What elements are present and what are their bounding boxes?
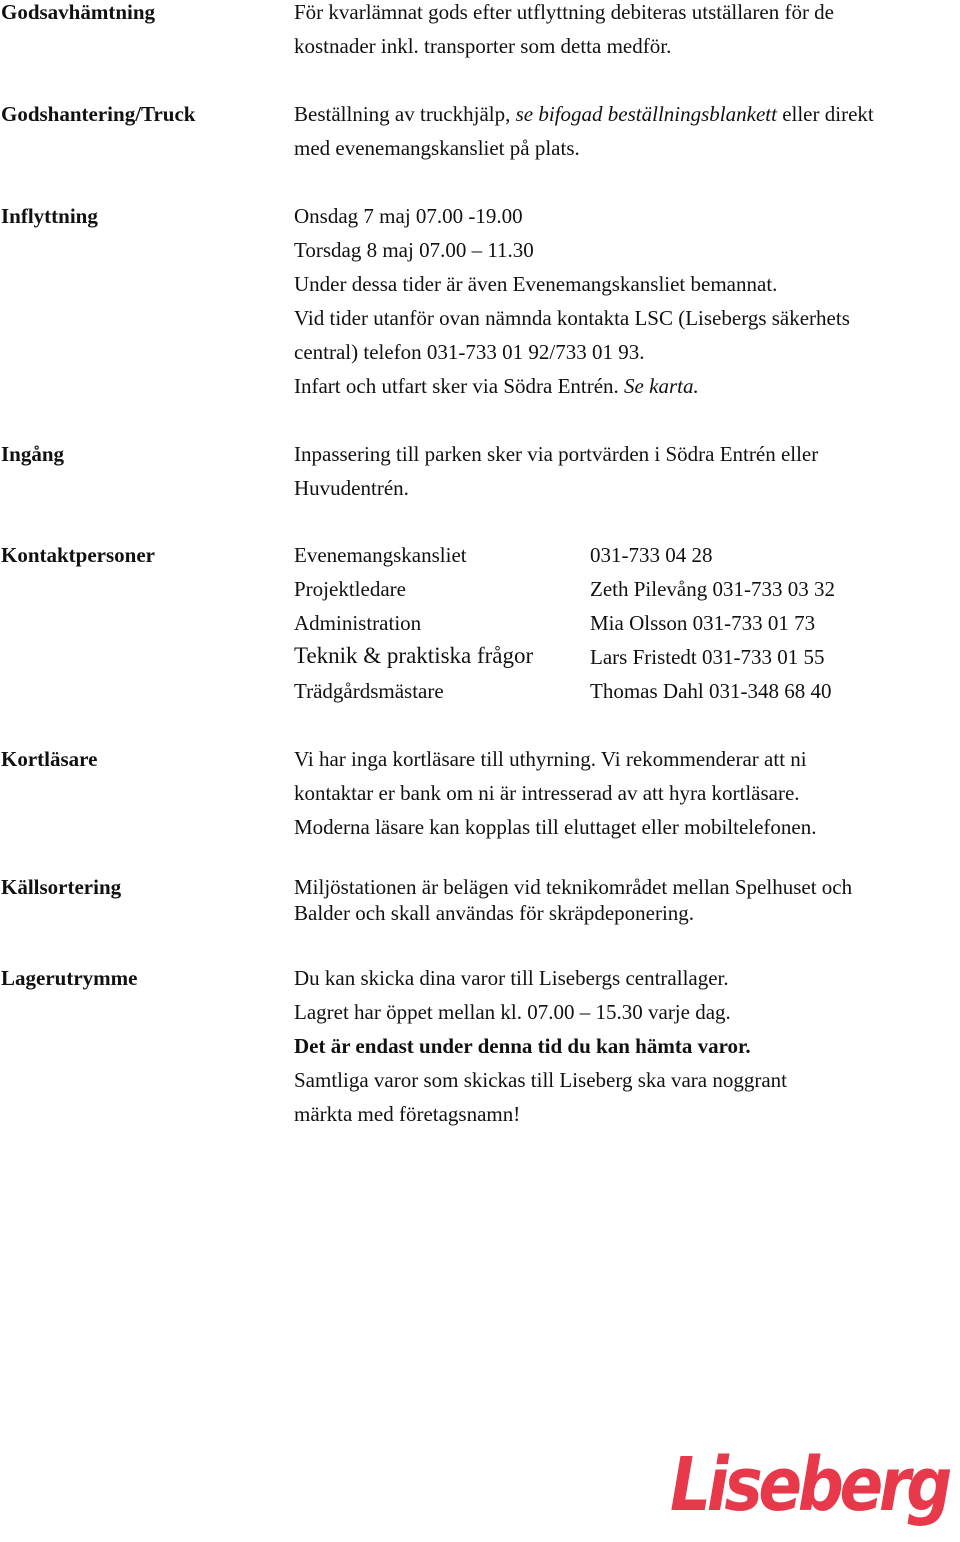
section-content: [294, 102, 944, 170]
section-label: Ingång: [1, 442, 65, 466]
section-label: Kortläsare: [1, 747, 98, 771]
contact-row: [294, 611, 944, 645]
contact-details: Mia Olsson 031-733 01 73: [590, 611, 816, 635]
text-line: märkta med företagsnamn!: [294, 1102, 521, 1126]
text-line: För kvarlämnat gods efter utflyttning debiteras utställaren för de: [294, 0, 835, 24]
contact-details: Lars Fristedt 031-733 01 55: [590, 645, 825, 669]
text-part: eller direkt: [776, 102, 874, 126]
text-line: Huvudentrén.: [294, 476, 409, 500]
section-content: [294, 747, 944, 849]
text-line: Torsdag 8 maj 07.00 – 11.30: [294, 238, 534, 262]
text-line: kontaktar er bank om ni är intresserad av att hyra kortläsare.: [294, 781, 800, 805]
contact-details: 031-733 04 28: [590, 543, 713, 567]
text-line: Samtliga varor som skickas till Liseberg ska vara noggrant: [294, 1068, 787, 1092]
contact-role: Trädgårdsmästare: [294, 679, 444, 703]
logo-wordmark: Liseberg: [670, 1442, 951, 1528]
text-line: Under dessa tider är även Evenemangskansliet bemannat.: [294, 272, 778, 296]
contact-row: [294, 645, 944, 679]
pickup-notice: Det är endast under denna tid du kan hämta varor.: [294, 1034, 751, 1058]
contact-row: [294, 679, 944, 713]
text-part: Beställning av truckhjälp,: [294, 102, 516, 126]
text-line: [294, 374, 944, 408]
section-label: Kontaktpersoner: [1, 543, 155, 567]
text-line: Vid tider utanför ovan nämnda kontakta LSC (Lisebergs säkerhets: [294, 306, 850, 330]
order-form-reference: se bifogad beställningsblankett: [515, 102, 777, 126]
text-line: med evenemangskansliet på plats.: [294, 136, 580, 160]
contact-row: [294, 577, 944, 611]
text-line: Lagret har öppet mellan kl. 07.00 – 15.30 varje dag.: [294, 1000, 731, 1024]
liseberg-logo: [664, 1440, 956, 1536]
map-reference: Se karta.: [624, 374, 699, 398]
section-label: Lagerutrymme: [1, 966, 138, 990]
contact-list: [294, 543, 944, 713]
text-line: Onsdag 7 maj 07.00 -19.00: [294, 204, 523, 228]
text-line: Miljöstationen är belägen vid teknikområdet mellan Spelhuset och: [294, 875, 853, 899]
contact-role: Evenemangskansliet: [294, 543, 467, 567]
contact-role: Administration: [294, 611, 422, 635]
text-line: Du kan skicka dina varor till Lisebergs centrallager.: [294, 966, 729, 990]
section-label: Godsavhämtning: [1, 0, 156, 24]
section-content: [294, 442, 944, 510]
section-label: Källsortering: [1, 875, 122, 899]
liseberg-logo-graphic: [664, 1440, 956, 1536]
section-content: [294, 966, 944, 1136]
text-line: Balder och skall användas för skräpdeponering.: [294, 901, 695, 925]
contact-details: Zeth Pilevång 031-733 03 32: [590, 577, 835, 601]
section-content: [294, 875, 944, 927]
text-line: [294, 102, 944, 136]
section-label: Godshantering/Truck: [1, 102, 196, 126]
contact-role: Teknik & praktiska frågor: [294, 643, 534, 668]
section-content: [294, 204, 944, 408]
contact-details: Thomas Dahl 031-348 68 40: [590, 679, 832, 703]
text-line: Inpassering till parken sker via portvärden i Södra Entrén eller: [294, 442, 819, 466]
text-line: Moderna läsare kan kopplas till eluttaget eller mobiltelefonen.: [294, 815, 817, 839]
contact-row: [294, 543, 944, 577]
text-line: Vi har inga kortläsare till uthyrning. Vi rekommenderar att ni: [294, 747, 807, 771]
section-label: Inflyttning: [1, 204, 98, 228]
section-content: [294, 0, 944, 68]
text-part: Infart och utfart sker via Södra Entrén.: [294, 374, 625, 398]
text-line: kostnader inkl. transporter som detta medför.: [294, 34, 672, 58]
text-line: central) telefon 031-733 01 92/733 01 93.: [294, 340, 645, 364]
contact-role: Projektledare: [294, 577, 406, 601]
